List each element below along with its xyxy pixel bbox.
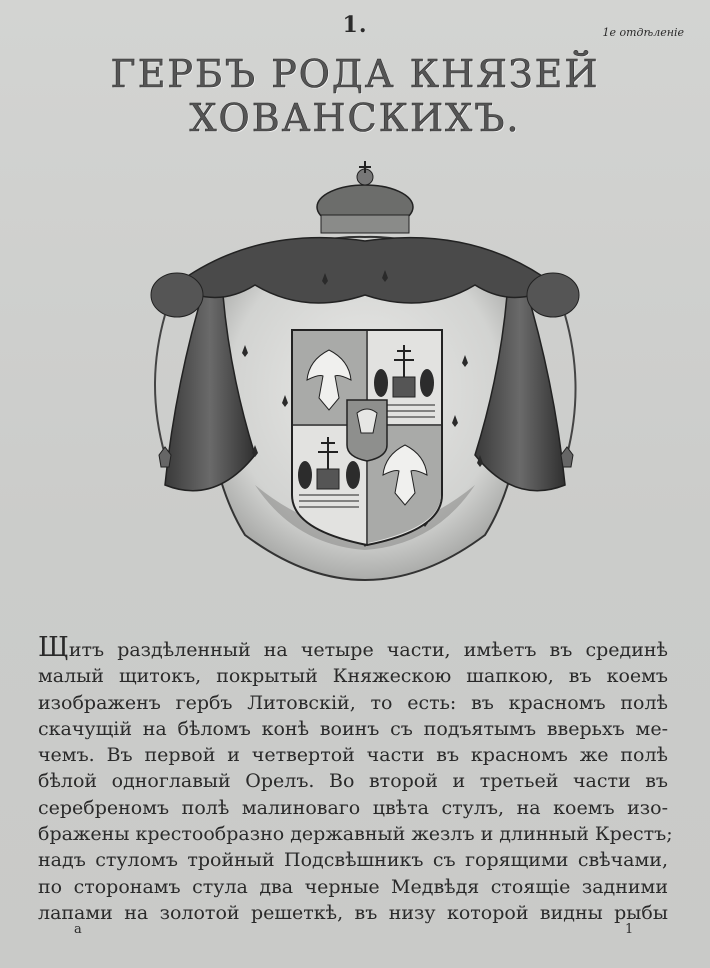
text-line: скачущій на бѣломъ конѣ воинъ съ подъятымъ вверьхъ ме- <box>38 717 668 740</box>
text-line: по сторонамъ стула два черные Медвѣдя стоящіе задними <box>38 875 668 898</box>
text-line: лапами на золотой решеткѣ, въ низу которой видны рыбы <box>38 901 668 924</box>
text-line: бражены крестообразно державный жезлъ и длинный Крестъ; <box>38 823 673 846</box>
description-text <box>38 632 673 926</box>
text-line: надъ стуломъ тройный Подсвѣшникъ съ горящими свѣчами, <box>38 849 668 872</box>
page-title: ГЕРБЪ РОДА КНЯЗЕЙ ХОВАНСКИХЪ. <box>110 52 600 140</box>
signature-number: 1 <box>625 922 634 937</box>
text-line: изображенъ гербъ Литовскій, то есть: въ красномъ полѣ <box>38 691 668 714</box>
crown-icon <box>317 161 413 233</box>
coat-of-arms-illustration <box>135 155 595 615</box>
text-line: Щитъ раздѣленный на четыре части, имѣетъ въ срединѣ <box>38 632 668 663</box>
shield <box>292 330 442 545</box>
text-line: серебреномъ полѣ малиноваго цвѣта стулъ, на коемъ изо- <box>38 796 668 819</box>
text-line: чемъ. Въ первой и четвертой части въ красномъ же полѣ <box>38 744 668 767</box>
section-label: 1е отдѣленіе <box>602 26 684 39</box>
signature-mark: а <box>74 922 82 937</box>
page-number: 1. <box>342 12 368 38</box>
text-line: малый щитокъ, покрытый Княжескою шапкою, въ коемъ <box>38 665 668 688</box>
text-line: бѣлой одноглавый Орелъ. Во второй и третьей части въ <box>38 770 668 793</box>
